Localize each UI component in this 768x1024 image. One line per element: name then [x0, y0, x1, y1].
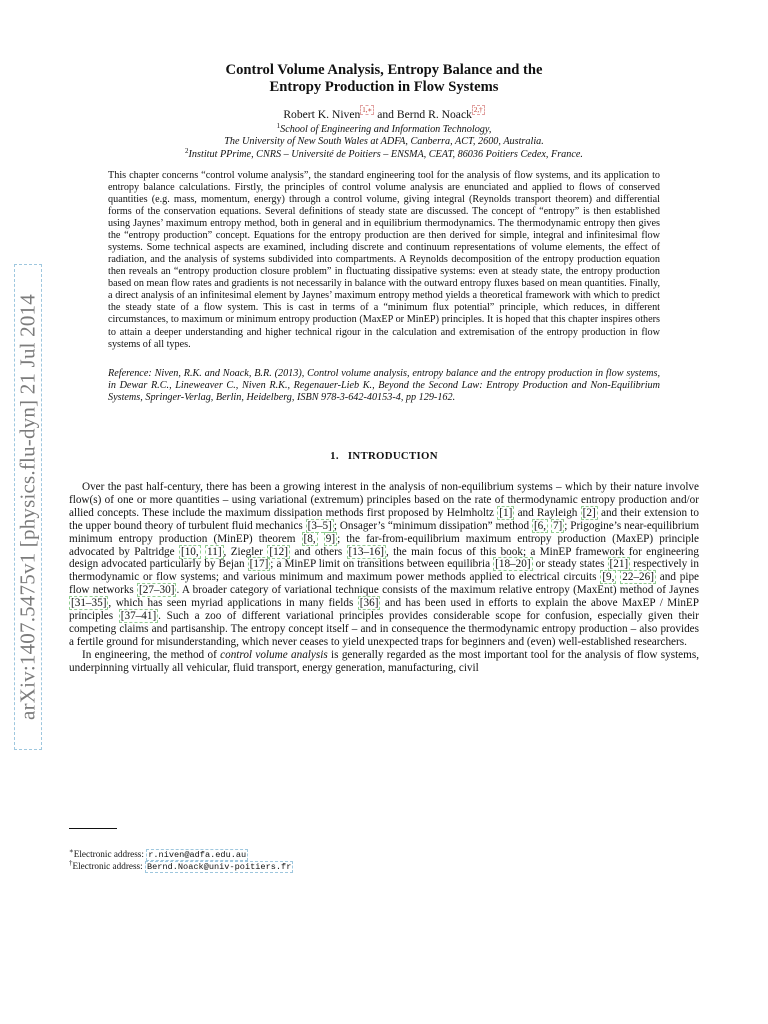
aff2-line: Institut PPrime, CNRS – Université de Poitiers – ENSMA, CEAT, 86036 Poitiers Cedex, France. — [188, 148, 583, 160]
footnotes — [69, 849, 293, 874]
citation-link[interactable]: [37–41] — [120, 610, 157, 623]
text-run: and pipe flow networks — [69, 571, 700, 597]
citation-link[interactable]: [10, — [180, 545, 199, 558]
citation-link[interactable]: [8, — [303, 532, 316, 545]
citation-link[interactable]: [18–20] — [495, 558, 531, 571]
text-run: , Ziegler — [223, 545, 268, 558]
footnote-1 — [69, 849, 293, 861]
footnote-2 — [69, 861, 293, 873]
section-number: 1. — [330, 449, 339, 462]
author-conjunction: and — [377, 108, 394, 121]
email-link-noack[interactable]: Bernd.Noack@univ-poitiers.fr — [146, 862, 292, 873]
citation-link[interactable]: [3–5] — [307, 519, 332, 532]
citation-link[interactable]: 22–26] — [622, 571, 654, 584]
citation-link[interactable]: 11] — [207, 545, 222, 558]
citation-link[interactable]: [36] — [359, 597, 379, 610]
aff2-marker: 2 — [185, 146, 189, 155]
author-noack: Bernd R. Noack — [396, 108, 472, 121]
citation-link[interactable]: [21] — [609, 558, 629, 571]
citation-link[interactable]: [12] — [269, 545, 288, 558]
arxiv-identifier[interactable]: arXiv:1407.5475v1 [physics.flu-dyn] 21 Jul 2014 — [15, 294, 40, 720]
citation-link[interactable]: 7] — [552, 519, 563, 532]
citation-link[interactable]: 9] — [325, 532, 336, 545]
citation-link[interactable]: [1] — [499, 506, 513, 519]
text-run: ; a MinEP limit on transitions between equilibria — [270, 558, 494, 571]
text-run: . A broader category of variational technique consists of the maximum relative entropy (MaxEnt) method of Jaynes — [176, 584, 699, 597]
aff1-line-2: The University of New South Wales at ADFA, Canberra, ACT, 2600, Australia. — [224, 136, 544, 148]
author2-footnote-link[interactable]: 2,† — [473, 106, 483, 114]
citation-link[interactable]: [31–35] — [71, 597, 107, 610]
citation-link[interactable]: [2] — [582, 506, 596, 519]
emphasis-term: control volume analysis — [220, 649, 328, 662]
text-run: ; Onsager’s “minimum dissipation” method — [333, 519, 532, 532]
citation-link[interactable]: [27–30] — [139, 584, 175, 597]
citation-link[interactable]: [13–16] — [348, 545, 384, 558]
title-line-2: Entropy Production in Flow Systems — [269, 79, 499, 95]
text-run: respectively in thermodynamic or flow systems; and various minimum and maximum power methods applied to electrical circuits — [69, 558, 700, 584]
reference-note: Reference: Niven, R.K. and Noack, B.R. (2013), Control volume analysis, entropy balance and the entropy production in flow systems, in Dewar R.C., Lineweaver C., Niven R.K., Regenauer-Lieb K., Beyond the Second Law: Entropy Production and Non-Equilibrium Systems, Springer-Verlag, Berlin, Heidelberg, ISBN 978-3-642-40153-4, pp 129-162. — [108, 367, 660, 403]
text-run: is generally regarded as the most important tool for the analysis of flow systems, underpinning virtually all vehicular, fluid transport, energy generation, manufacturing, civil — [69, 649, 700, 675]
affiliation-2 — [69, 146, 699, 161]
abstract: This chapter concerns “control volume analysis”, the standard engineering tool for the analysis of flow systems, and its application to entropy balance calculations. Firstly, the principles of control volume analysis are enunciated and applied to flows of conserved quantities (e.g. mass, momentum, energy) through a control volume, giving integral (Reynolds transport theorem) and differential forms of the conservation equations. Several definitions of steady state are discussed. The concept of “entropy” is then established using Jaynes’ maximum entropy method, both in general and in equilibrium thermodynamics. The thermodynamic entropy then gives the “entropy production” concept. Equations for the entropy production are then derived for simple, integral and infinitesimal flow systems. Some technical aspects are examined, including discrete and continuum representations of volume elements, the effect of radiation, and the analysis of systems subdivided into compartments. A Reynolds decomposition of the entropy production equation then reveals an “entropy production closure problem” in fluctuating dissipative systems: even at steady state, the entropy production based on mean flow rates and gradients is not necessarily in balance with the outward entropy fluxes based on mean quantities. Finally, a direct analysis of an infinitesimal element by Jaynes’ maximum entropy method yields a theoretical framework with which to predict the steady state of a flow system. This is cast in terms of a “minimum flux potential” principle, which reduces, in different circumstances, to maximum or minimum entropy production (MaxEP or MinEP) principles. It is hoped that this chapter inspires others to attain a deeper understanding and higher technical rigour in the calculation and extremisation of the entropy production in flow systems of all types. — [108, 169, 660, 350]
introduction-body — [69, 481, 699, 675]
title-line-1: Control Volume Analysis, Entropy Balance and the — [225, 62, 543, 78]
aff1-line-1: School of Engineering and Information Technology, — [280, 124, 492, 135]
paragraph-2 — [69, 649, 699, 675]
paper-page — [69, 62, 699, 675]
footnote-label: Electronic address: — [73, 849, 147, 859]
text-run: . Such a zoo of different variational principles provides considerable scope for confusion, especially given their competing claims and partisanship. The entropy concept itself – and in consequence the thermodynamic entropy production – also provides a fertile ground for misunderstanding, which never ceases to yield unexpected traps for beginners and (even) well-established researchers. — [69, 610, 699, 649]
citation-link[interactable]: [17] — [249, 558, 269, 571]
text-run: , the main focus of this book; a MinEP framework for engineering design advocated particularly by Bejan — [69, 545, 699, 571]
section-title: INTRODUCTION — [347, 449, 438, 462]
text-run: Over the past half-century, there has been a growing interest in the analysis of non-equilibrium systems – which by their nature involve flow(s) of one or more quantities – using variational (extremum) principles based on the rate of thermodynamic entropy production and/or allied concepts. These include the maximum dissipation methods first proposed by Helmholtz — [69, 480, 699, 519]
text-run: , which has seen myriad applications in many fields — [108, 597, 358, 610]
text-run: ; the far-from-equilibrium maximum entropy production (MaxEP) principle advocated by Paltridge — [69, 532, 699, 558]
paragraph-1 — [69, 481, 699, 649]
text-run: or steady states — [532, 558, 608, 571]
section-heading — [69, 450, 699, 462]
footnote-marker: ∗ — [69, 847, 74, 855]
citation-link[interactable]: [6, — [533, 519, 547, 532]
footnote-label: Electronic address: — [72, 861, 145, 872]
paper-title — [69, 62, 699, 96]
text-run: and has been used in efforts to explain the above MaxEP / MinEP principles — [69, 597, 699, 623]
author-niven: Robert K. Niven — [283, 108, 361, 121]
arxiv-sidebar[interactable] — [8, 262, 48, 752]
aff1-marker: 1 — [276, 122, 281, 130]
text-run: and others — [289, 545, 347, 558]
text-run: ; Prigogine’s near-equilibrium minimum entropy production (MinEP) theorem — [69, 519, 700, 545]
affiliation-1 — [69, 124, 699, 149]
email-link-niven[interactable]: r.niven@adfa.edu.au — [148, 850, 247, 860]
text-run: and their extension to the upper bound theory of turbulent fluid mechanics — [69, 506, 700, 532]
author1-footnote-link[interactable]: 1,∗ — [362, 106, 373, 114]
text-run: and Rayleigh — [514, 506, 581, 519]
author-list — [69, 108, 699, 122]
footnote-marker: † — [69, 859, 73, 868]
footnote-rule — [69, 828, 117, 829]
text-run: In engineering, the method of — [82, 649, 221, 662]
citation-link[interactable]: [9, — [602, 571, 615, 584]
